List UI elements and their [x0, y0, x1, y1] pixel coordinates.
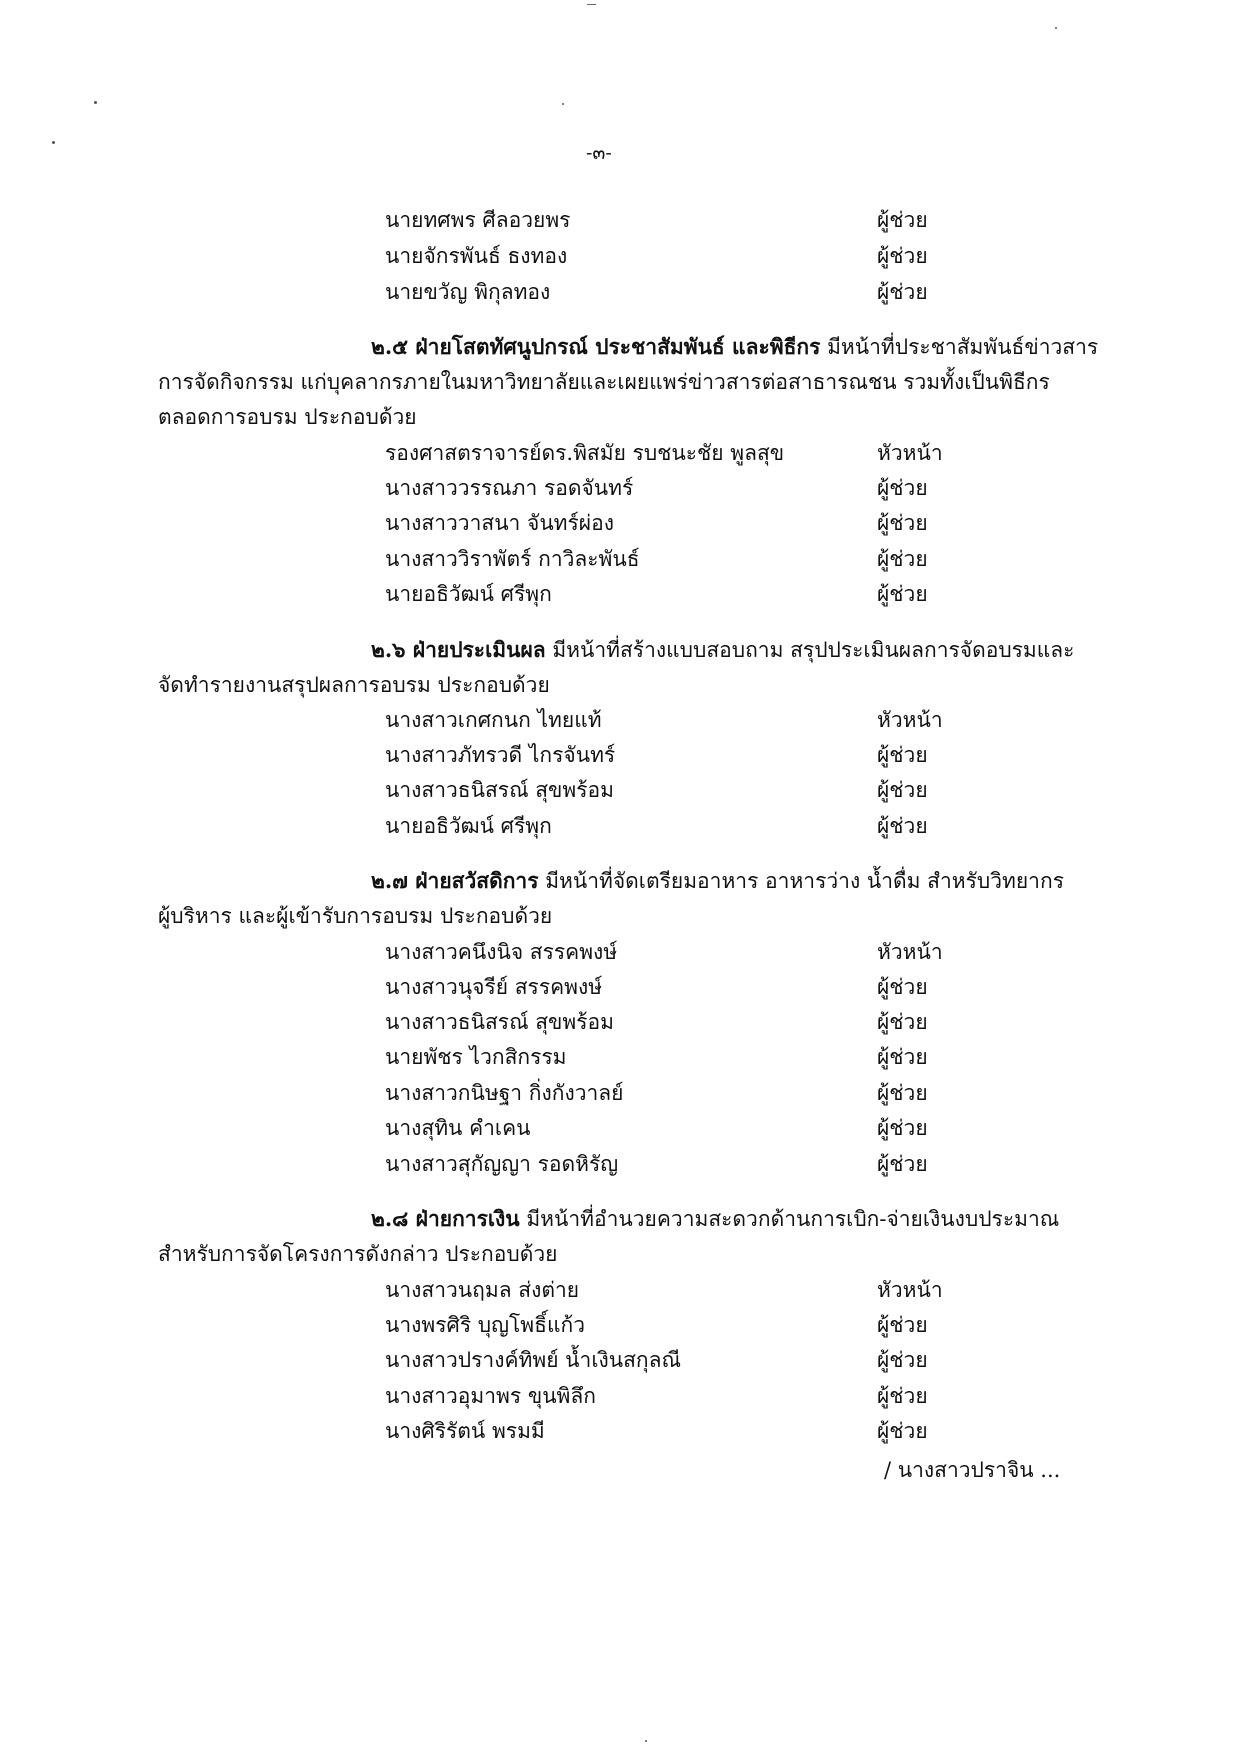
- member-role: หัวหน้า: [877, 940, 943, 964]
- member-name: นายอธิวัฒน์ ศรีพุก: [385, 582, 552, 606]
- section-duty: มีหน้าที่อำนวยความสะดวกด้านการเบิก-จ่ายเงินงบประมาณ: [519, 1207, 1060, 1231]
- member-name: นายขวัญ พิกุลทอง: [385, 280, 551, 304]
- scan-mark: [587, 4, 596, 5]
- member-name: นางสาวธนิสรณ์ สุขพร้อม: [385, 1010, 614, 1034]
- member-name: นางสาวสุกัญญา รอดหิรัญ: [385, 1152, 619, 1176]
- member-name: นางสาวกนิษฐา กิ่งกังวาลย์: [385, 1081, 624, 1105]
- member-role: ผู้ช่วย: [877, 511, 928, 535]
- member-role: ผู้ช่วย: [877, 1081, 928, 1105]
- member-role: หัวหน้า: [877, 708, 943, 732]
- section-heading: [371, 333, 1098, 361]
- member-name: นางสาวภัทรวดี ไกรจันทร์: [385, 743, 616, 767]
- scan-speck: [1055, 27, 1057, 29]
- member-role: ผู้ช่วย: [877, 582, 928, 606]
- scan-speck: [52, 141, 55, 144]
- section-text-line: สำหรับการจัดโครงการดังกล่าว ประกอบด้วย: [158, 1242, 558, 1266]
- member-role: ผู้ช่วย: [877, 1045, 928, 1069]
- member-name: นางสาวเกศกนก ไทยแท้: [385, 708, 602, 732]
- member-role: ผู้ช่วย: [877, 244, 928, 268]
- section-heading: [371, 867, 1064, 895]
- member-name: นายทศพร ศีลอวยพร: [385, 208, 571, 232]
- member-role: หัวหน้า: [877, 1278, 943, 1302]
- member-name: นางสาวปรางค์ทิพย์ น้ำเงินสกุลณี: [385, 1348, 681, 1372]
- section-text-line: ตลอดการอบรม ประกอบด้วย: [158, 405, 417, 429]
- member-role: ผู้ช่วย: [877, 547, 928, 571]
- section-heading: [371, 636, 1074, 664]
- member-name: นายอธิวัฒน์ ศรีพุก: [385, 814, 552, 838]
- section-duty: มีหน้าที่จัดเตรียมอาหาร อาหารว่าง น้ำดื่ม สำหรับวิทยากร: [538, 869, 1064, 893]
- member-role: ผู้ช่วย: [877, 1348, 928, 1372]
- member-name: นายพัชร ไวกสิกรรม: [385, 1045, 567, 1069]
- member-name: นางพรศิริ บุญโพธิ์แก้ว: [385, 1313, 586, 1337]
- section-title: ๒.๖ ฝ่ายประเมินผล: [371, 637, 546, 662]
- scan-speck: [94, 101, 97, 104]
- member-name: นางสาวนุจรีย์ สรรคพงษ์: [385, 975, 603, 999]
- member-name: นางสาวอุมาพร ขุนพิลึก: [385, 1384, 596, 1408]
- member-role: ผู้ช่วย: [877, 1152, 928, 1176]
- member-role: ผู้ช่วย: [877, 1419, 928, 1443]
- member-role: ผู้ช่วย: [877, 1384, 928, 1408]
- section-text-line: การจัดกิจกรรม แก่บุคลากรภายในมหาวิทยาลัยและเผยแพร่ข่าวสารต่อสาธารณชน รวมทั้งเป็นพิธีกร: [158, 370, 1050, 394]
- member-role: ผู้ช่วย: [877, 1313, 928, 1337]
- section-text-line: จัดทำรายงานสรุปผลการอบรม ประกอบด้วย: [158, 673, 550, 697]
- member-name: นางสาววรรณภา รอดจันทร์: [385, 476, 634, 500]
- member-role: ผู้ช่วย: [877, 208, 928, 232]
- section-duty: มีหน้าที่สร้างแบบสอบถาม สรุปประเมินผลการจัดอบรมและ: [545, 638, 1075, 662]
- member-role: ผู้ช่วย: [877, 476, 928, 500]
- member-role: ผู้ช่วย: [877, 1010, 928, 1034]
- member-name: รองศาสตราจารย์ดร.พิสมัย รบชนะชัย พูลสุข: [385, 441, 785, 465]
- member-role: ผู้ช่วย: [877, 280, 928, 304]
- member-name: นายจักรพันธ์ ธงทอง: [385, 244, 568, 268]
- next-page-continuation: / นางสาวปราจิน ...: [884, 1458, 1061, 1482]
- scan-speck: [645, 1740, 647, 1742]
- member-role: ผู้ช่วย: [877, 975, 928, 999]
- member-name: นางสาววิราพัตร์ กาวิละพันธ์: [385, 547, 640, 571]
- section-title: ๒.๘ ฝ่ายการเงิน: [371, 1206, 520, 1231]
- member-name: นางสุทิน คำเคน: [385, 1116, 531, 1140]
- member-role: ผู้ช่วย: [877, 1116, 928, 1140]
- scan-speck: [562, 103, 564, 105]
- member-name: นางสาวคนึงนิจ สรรคพงษ์: [385, 940, 618, 964]
- section-title: ๒.๗ ฝ่ายสวัสดิการ: [371, 868, 539, 893]
- section-duty: มีหน้าที่ประชาสัมพันธ์ข่าวสาร: [820, 335, 1099, 359]
- member-name: นางศิริรัตน์ พรมมี: [385, 1419, 545, 1443]
- member-role: ผู้ช่วย: [877, 778, 928, 802]
- section-heading: [371, 1205, 1059, 1233]
- member-role: ผู้ช่วย: [877, 743, 928, 767]
- page-number: -๓-: [586, 142, 612, 164]
- member-name: นางสาววาสนา จันทร์ผ่อง: [385, 511, 614, 535]
- member-role: หัวหน้า: [877, 441, 943, 465]
- member-name: นางสาวธนิสรณ์ สุขพร้อม: [385, 778, 614, 802]
- member-name: นางสาวนฤมล ส่งต่าย: [385, 1278, 580, 1302]
- member-role: ผู้ช่วย: [877, 814, 928, 838]
- section-title: ๒.๕ ฝ่ายโสตทัศนูปกรณ์ ประชาสัมพันธ์ และพิธีกร: [371, 334, 821, 359]
- section-text-line: ผู้บริหาร และผู้เข้ารับการอบรม ประกอบด้วย: [158, 904, 553, 928]
